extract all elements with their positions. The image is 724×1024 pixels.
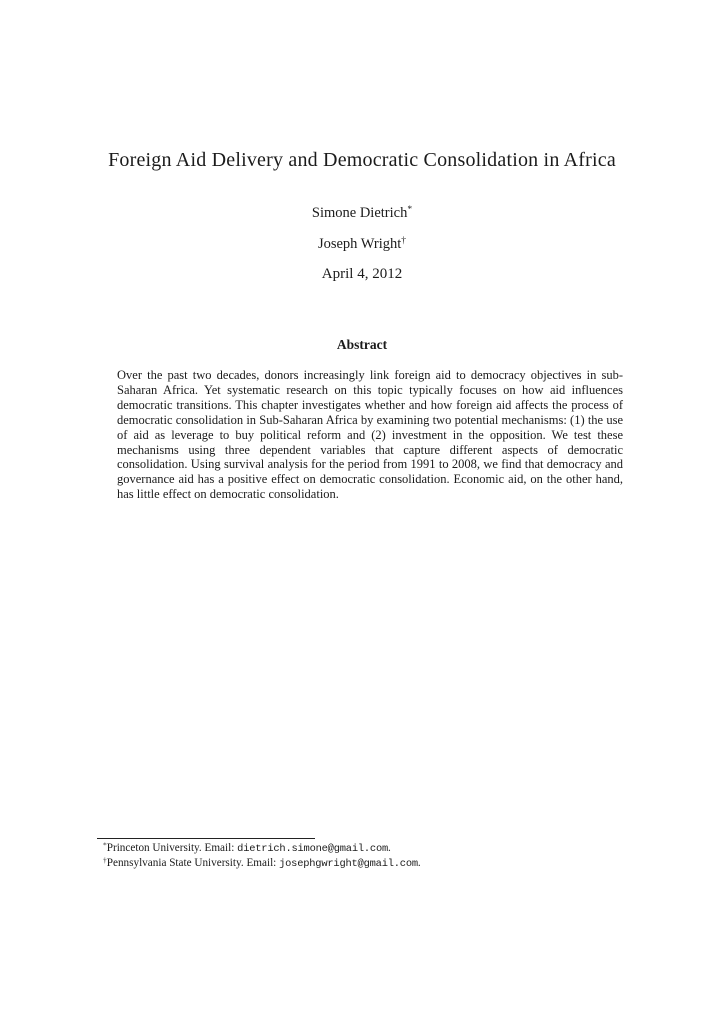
author-footnote-marker: † xyxy=(401,236,407,246)
paper-title: Foreign Aid Delivery and Democratic Consolidation in Africa xyxy=(108,149,616,171)
footnotes-section xyxy=(97,842,637,871)
abstract-heading: Abstract xyxy=(336,337,388,352)
author-footnote-marker: * xyxy=(407,205,413,215)
footnote-email: dietrich.simone@gmail.com xyxy=(237,843,389,855)
paper-date: April 4, 2012 xyxy=(321,266,403,282)
author-line-2 xyxy=(0,236,724,253)
author-line-1 xyxy=(0,205,724,222)
footnote-affiliation-2 xyxy=(97,857,637,872)
footnote-suffix: . xyxy=(388,842,391,854)
footnote-marker: † xyxy=(103,855,107,865)
author-name: Simone Dietrich xyxy=(311,205,408,221)
footnote-email: josephgwright@gmail.com xyxy=(279,857,418,870)
footnote-text: Pennsylvania State University. Email: xyxy=(106,856,280,869)
abstract-text: Over the past two decades, donors increasingly link foreign aid to democracy objectives in sub-Saharan Africa. Yet systematic research on this topic typically focuses on how aid influences democratic transitions. This chapter investigates whether and how foreign aid affects the process of democratic consolidation in Sub-Saharan Africa by examining two potential mechanisms: (1) the use of aid as leverage to buy political reform and (2) investment in the opposition. We test these mechanisms using three dependent variables that capture different aspects of democratic consolidation. Using survival analysis for the period from 1991 to 2008, we find that democracy and governance aid has a positive effect on democratic consolidation. Economic aid, on the other hand, has little effect on democratic consolidation. xyxy=(117,368,623,502)
footnote-rule xyxy=(97,838,315,839)
author-name: Joseph Wright xyxy=(317,236,402,252)
footnote-affiliation-1 xyxy=(97,842,637,857)
footnote-text: Princeton University. Email: xyxy=(106,842,238,854)
footnote-marker: * xyxy=(103,840,107,850)
footnote-suffix: . xyxy=(417,856,421,869)
